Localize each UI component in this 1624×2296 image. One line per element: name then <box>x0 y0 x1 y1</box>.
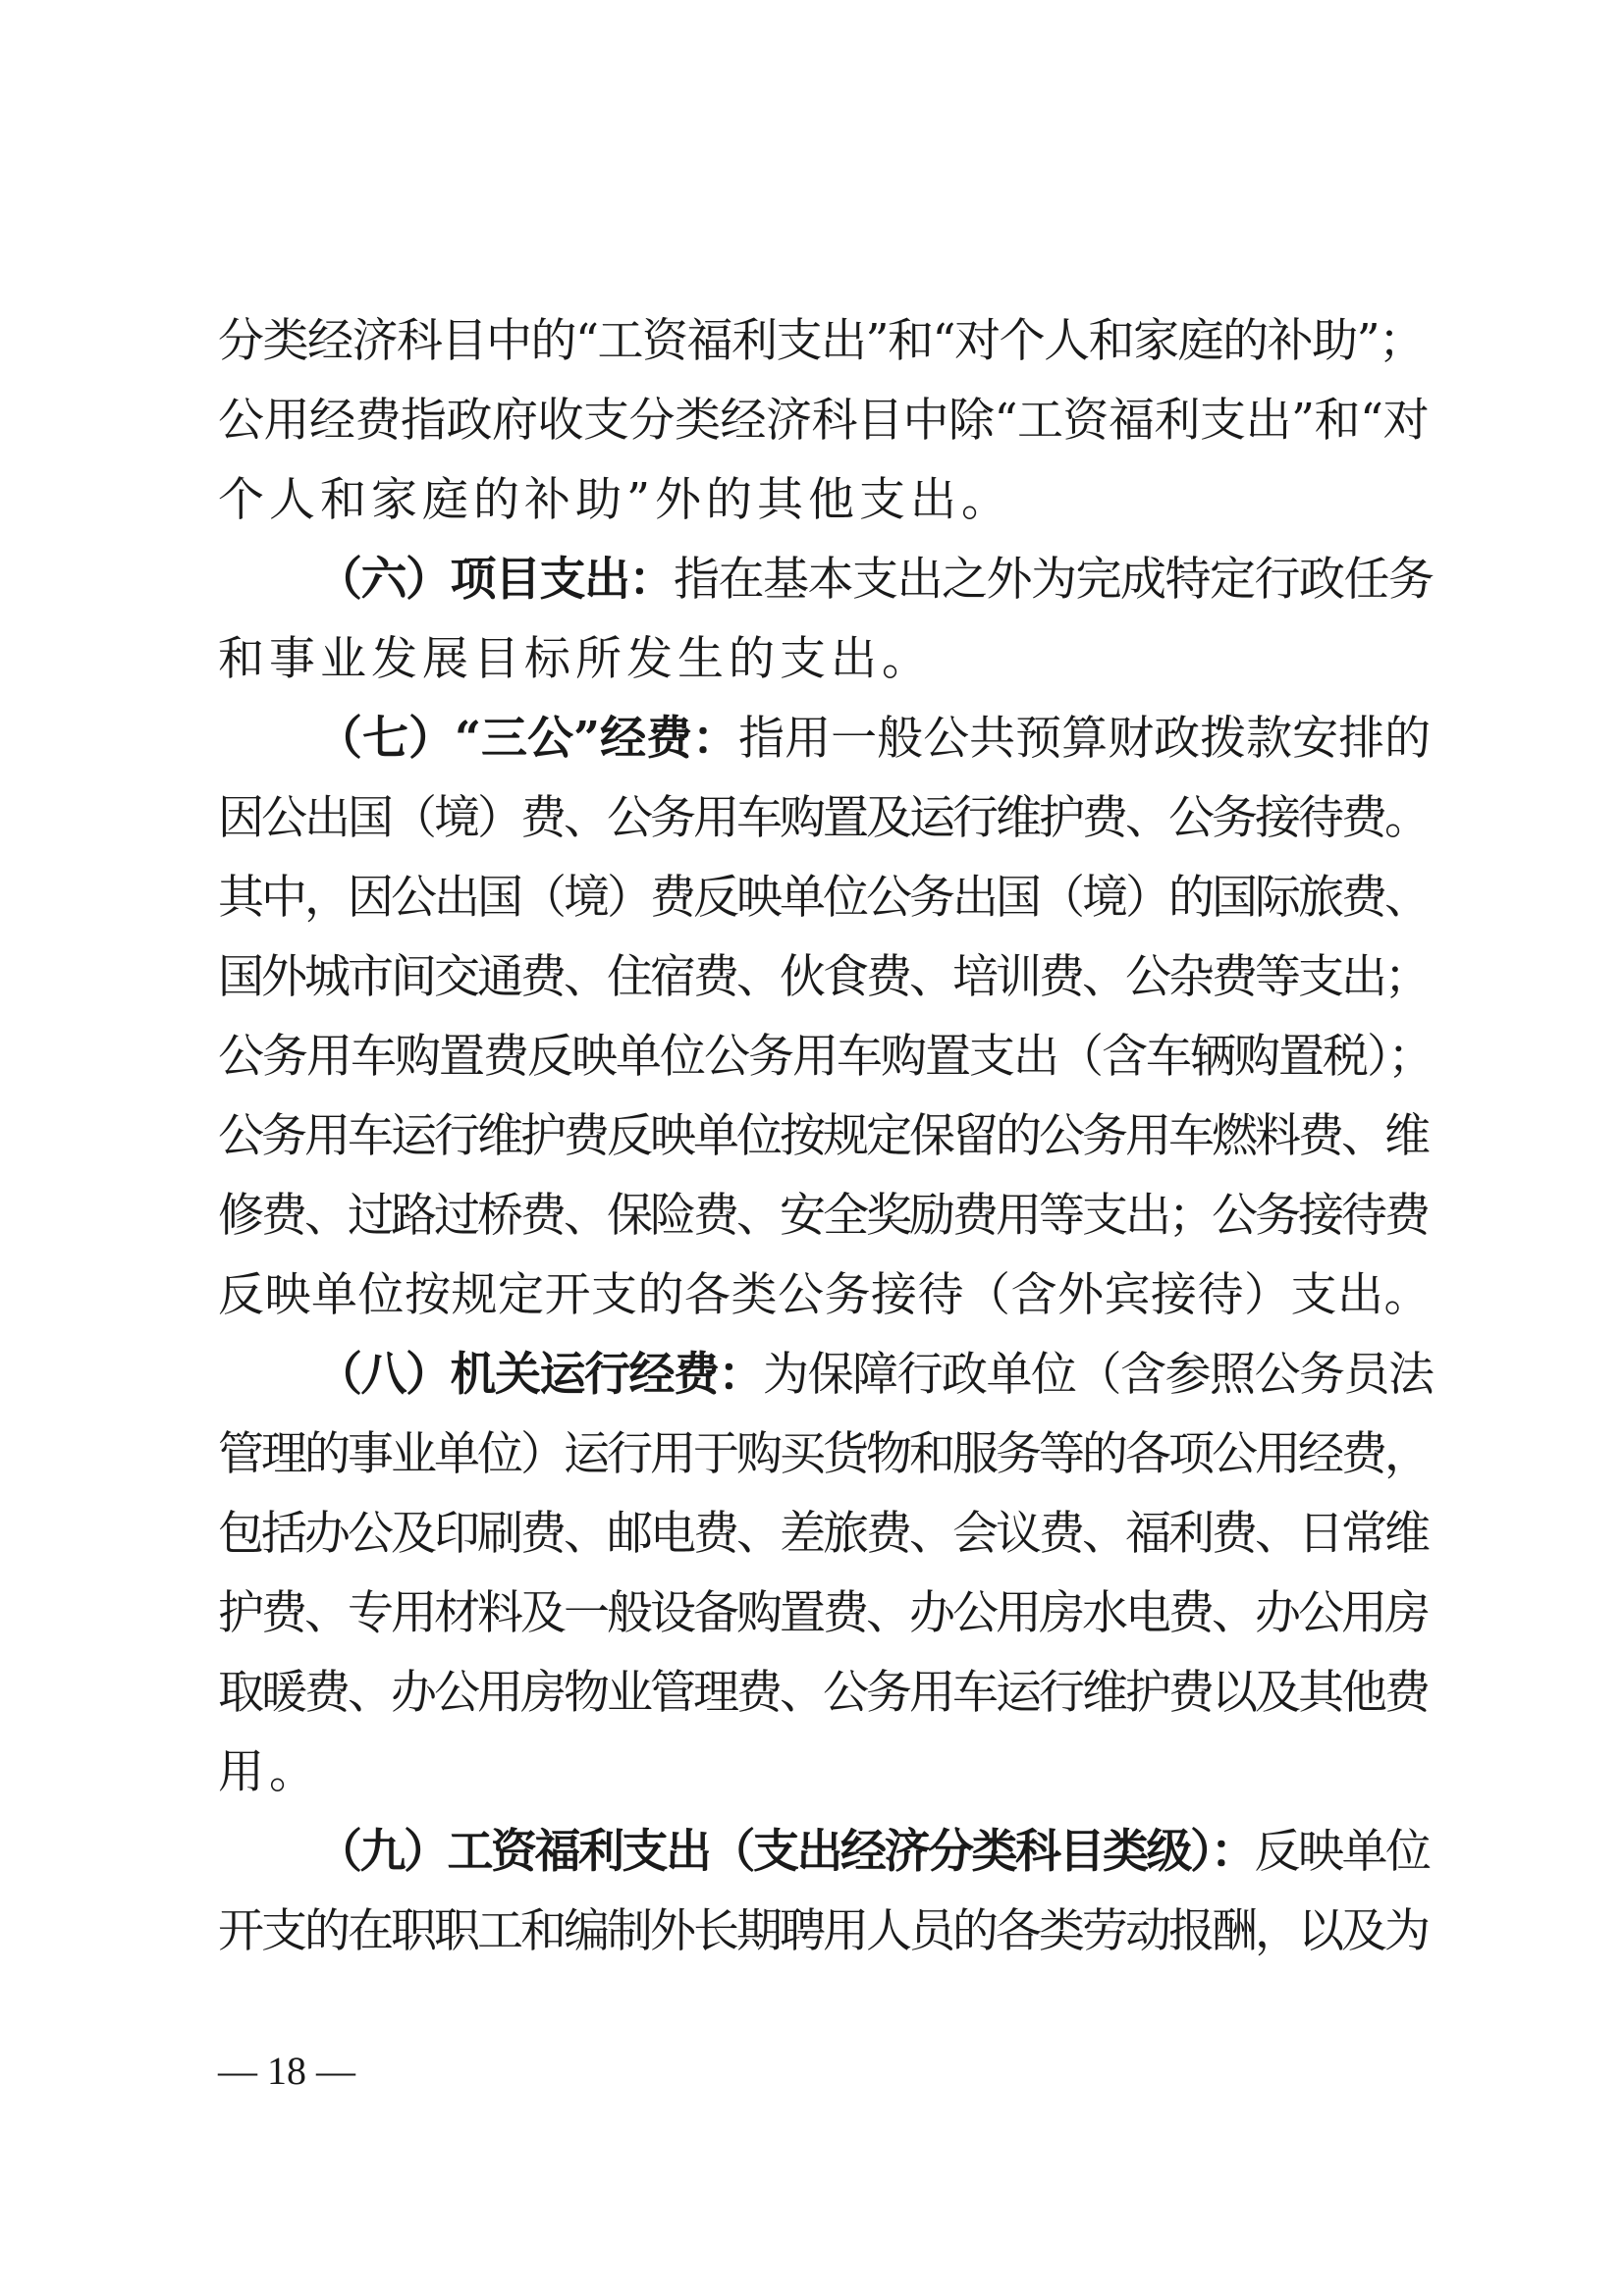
body-line <box>218 1892 1435 1971</box>
line-text: 公务用车运行维护费反映单位按规定保留的公务用车燃料费、维 <box>218 1109 1428 1163</box>
body-line <box>218 619 1435 699</box>
section-9-line <box>218 1812 1435 1892</box>
line-text: 因公出国（境）费、公务用车购置及运行维护费、公务接待费。 <box>218 791 1428 845</box>
section-9-heading: （九）工资福利支出（支出经济分类科目类级）： <box>316 1825 1255 1879</box>
line-text: 反映单位 <box>1254 1825 1430 1879</box>
line-text: 修费、过路过桥费、保险费、安全奖励费用等支出；公务接待费 <box>218 1189 1428 1243</box>
body-line <box>218 381 1435 460</box>
line-text: 其中，因公出国（境）费反映单位公务出国（境）的国际旅费、 <box>218 871 1428 925</box>
line-text: 用。 <box>218 1745 320 1799</box>
body-line <box>218 1017 1435 1096</box>
section-7-heading: （七）“三公”经费： <box>316 712 739 766</box>
body-line <box>218 460 1435 540</box>
line-text: 反映单位按规定开支的各类公务接待（含外宾接待）支出。 <box>218 1268 1431 1322</box>
line-text: 分类经济科目中的“工资福利支出”和“对个人和家庭的补助”； <box>218 314 1424 368</box>
body-line <box>218 1494 1435 1574</box>
body-line <box>218 1255 1435 1335</box>
document-body <box>218 301 1435 1971</box>
body-line <box>218 778 1435 858</box>
body-line <box>218 937 1435 1017</box>
line-text: 国外城市间交通费、住宿费、伙食费、培训费、公杂费等支出； <box>218 950 1428 1004</box>
body-line <box>218 301 1435 381</box>
body-line <box>218 1415 1435 1494</box>
line-text: 公务用车购置费反映单位公务用车购置支出（含车辆购置税）； <box>218 1030 1433 1084</box>
line-text: 指用一般公共预算财政拨款安排的 <box>738 712 1432 766</box>
line-text: 为保障行政单位（含参照公务员法 <box>763 1348 1434 1402</box>
body-line <box>218 1733 1435 1812</box>
line-text: 取暖费、办公用房物业管理费、公务用车运行维护费以及其他费 <box>218 1666 1428 1720</box>
body-line <box>218 1574 1435 1653</box>
line-text: 护费、专用材料及一般设备购置费、办公用房水电费、办公用房 <box>218 1586 1428 1640</box>
line-text: 包括办公及印刷费、邮电费、差旅费、会议费、福利费、日常维 <box>218 1507 1428 1561</box>
body-line <box>218 1096 1435 1176</box>
body-line <box>218 1653 1435 1733</box>
section-8-heading: （八）机关运行经费： <box>316 1348 763 1402</box>
page-number: — 18 — <box>218 2049 355 2093</box>
line-text: 个人和家庭的补助”外的其他支出。 <box>218 473 1013 527</box>
body-line <box>218 858 1435 937</box>
section-6-heading: （六）项目支出： <box>316 553 674 607</box>
line-text: 公用经费指政府收支分类经济科目中除“工资福利支出”和“对 <box>218 394 1430 448</box>
section-7-line <box>218 699 1435 778</box>
section-8-line <box>218 1335 1435 1415</box>
line-text: 开支的在职职工和编制外长期聘用人员的各类劳动报酬，以及为 <box>218 1904 1428 1958</box>
line-text: 指在基本支出之外为完成特定行政任务 <box>674 553 1434 607</box>
line-text: 和事业发展目标所发生的支出。 <box>218 632 933 686</box>
section-6-line <box>218 540 1435 619</box>
line-text: 管理的事业单位）运行用于购买货物和服务等的各项公用经费， <box>218 1427 1428 1481</box>
body-line <box>218 1176 1435 1255</box>
